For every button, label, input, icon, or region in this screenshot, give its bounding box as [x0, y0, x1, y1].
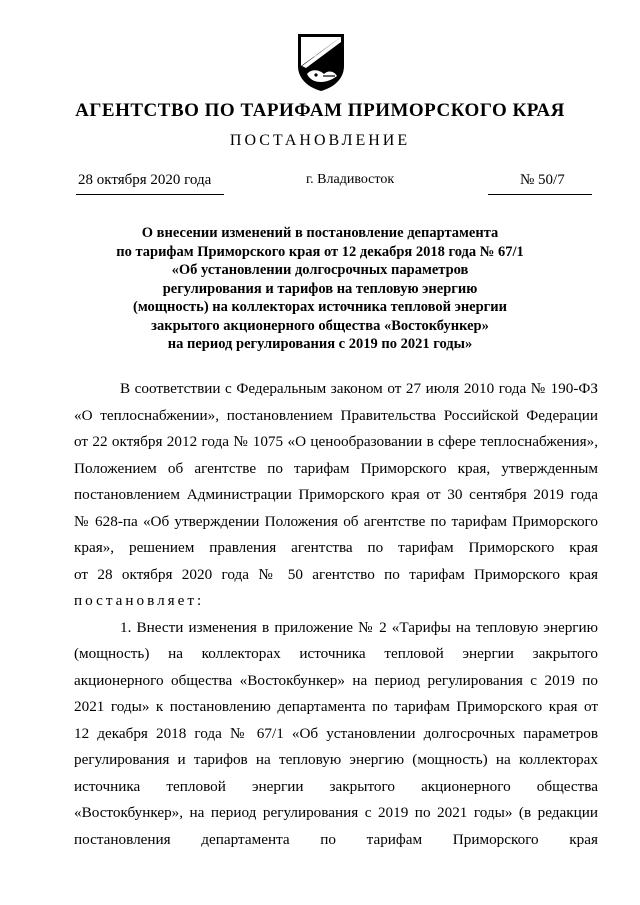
body-line: «О теплоснабжении», постановлением Правительства Российской Федерации: [74, 406, 598, 424]
title-line: «Об установлении долгосрочных параметров: [171, 262, 469, 278]
document-city: г. Владивосток: [306, 172, 395, 187]
number-underline: [488, 194, 592, 195]
document-type: ПОСТАНОВЛЕНИЕ: [229, 132, 411, 149]
body-line: 1. Внести изменения в приложение № 2 «Тарифы на тепловую энергию: [120, 618, 598, 636]
body-line: 2021 годы» к постановлению департамента по тарифам Приморского края от: [74, 698, 598, 715]
title-line: регулирования и тарифов на тепловую энергию: [162, 280, 478, 297]
document-number: № 50/7: [520, 172, 565, 188]
coat-of-arms-icon: [294, 30, 348, 92]
body-line: В соответствии с Федеральным законом от 27 июля 2010 года № 190-ФЗ: [120, 380, 598, 397]
body-line: № 628-па «Об утверждении Положения об агентстве по тарифам Приморского: [74, 512, 598, 530]
body-line: источника тепловой энергии закрытого акционерного общества: [74, 777, 598, 795]
body-line: (мощность) на коллекторах источника тепловой энергии закрытого: [74, 645, 598, 662]
title-line: закрытого акционерного общества «Востокбункер»: [151, 317, 489, 334]
document-body: [74, 376, 598, 853]
body-line: от 22 октября 2012 года № 1075 «О ценообразовании в сфере теплоснабжения»,: [74, 433, 598, 450]
document-title: [60, 224, 580, 354]
document-date: 28 октября 2020 года: [78, 172, 212, 188]
body-line: края», решением правления агентства по тарифам Приморского края: [74, 539, 598, 556]
body-line-decree: постановляет:: [74, 592, 205, 609]
title-line: (мощность) на коллекторах источника тепловой энергии: [133, 299, 507, 315]
title-line: О внесении изменений в постановление департамента: [141, 225, 499, 241]
body-line: от 28 октября 2020 года № 50 агентство по тарифам Приморского края: [74, 565, 598, 583]
body-line: постановлением Администрации Приморского края от 30 сентября 2019 года: [74, 486, 598, 503]
body-line: «Востокбункер», на период регулирования с 2019 по 2021 годы» (в редакции: [74, 804, 598, 821]
date-underline: [76, 194, 224, 195]
body-line: постановления департамента по тарифам Приморского края: [74, 830, 598, 848]
body-line: регулирования и тарифов на тепловую энергию (мощность) на коллекторах: [74, 751, 598, 768]
agency-name: АГЕНТСТВО ПО ТАРИФАМ ПРИМОРСКОГО КРАЯ: [75, 100, 565, 121]
body-line: 12 декабря 2018 года № 67/1 «Об установлении долгосрочных параметров: [74, 724, 598, 742]
body-line: акционерного общества «Востокбункер» на период регулирования с 2019 по: [74, 671, 598, 689]
title-line: по тарифам Приморского края от 12 декабря 2018 года № 67/1: [116, 243, 524, 260]
body-line: Положением об агентстве по тарифам Приморского края, утвержденным: [74, 459, 598, 477]
title-line: на период регулирования с 2019 по 2021 годы»: [167, 336, 473, 352]
